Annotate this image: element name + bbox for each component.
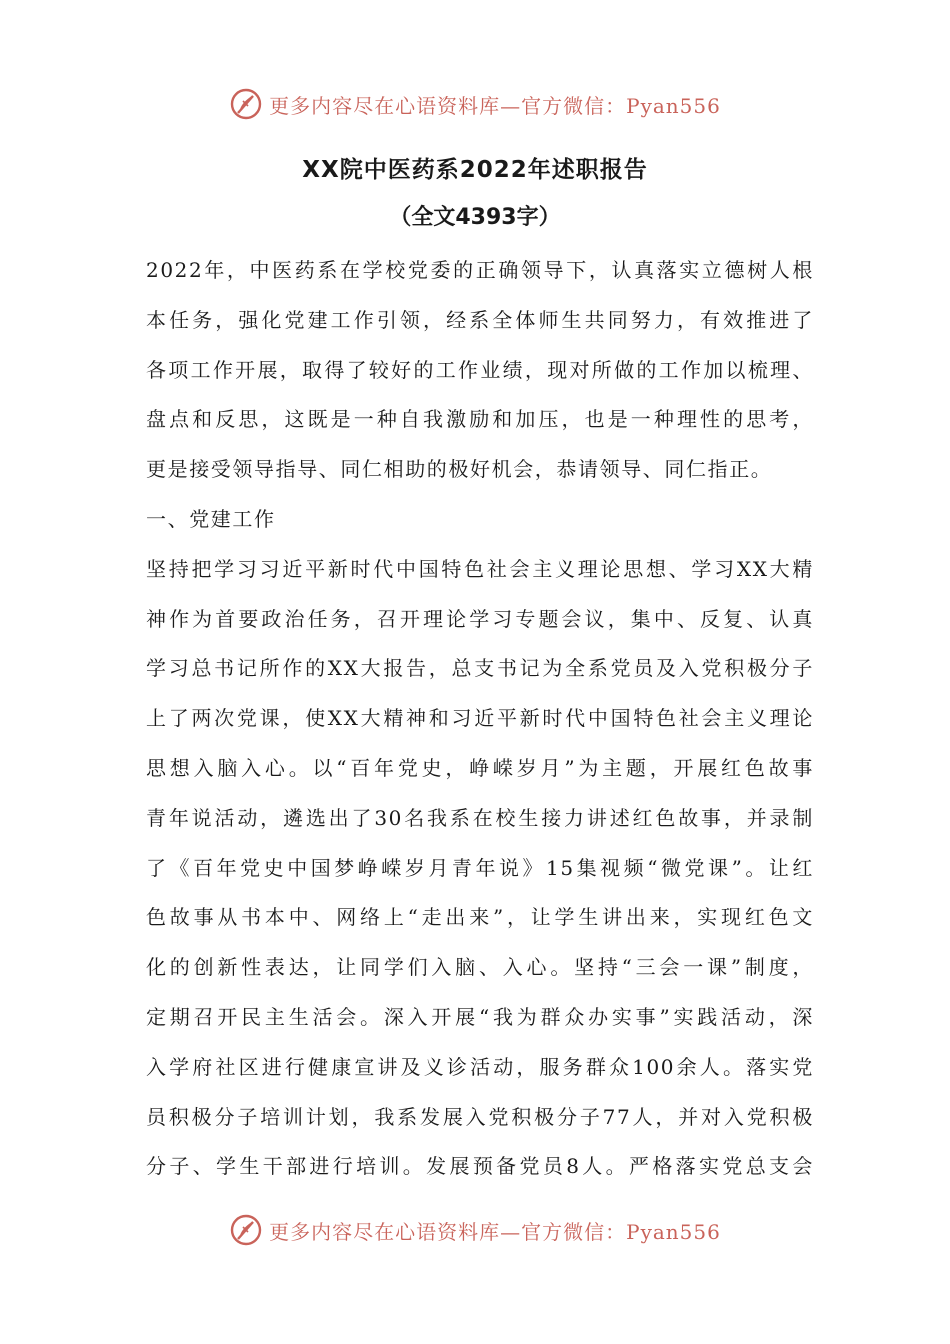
watermark-text: 更多内容尽在心语资料库—官方微信：Pyan556	[269, 93, 721, 118]
watermark-banner-bottom	[0, 1208, 950, 1252]
body-line: 色故事从书本中、网络上“走出来”，让学生讲出来，实现红色文	[146, 905, 814, 930]
body-line: 坚持把学习习近平新时代中国特色社会主义理论思想、学习XX大精	[146, 556, 814, 581]
body-line: 更是接受领导指导、同仁相助的极好机会，恭请领导、同仁指正。	[146, 457, 773, 482]
body-line: 员积极分子培训计划，我系发展入党积极分子77人，并对入党积极	[146, 1104, 814, 1129]
document-body	[146, 246, 814, 1192]
watermark-banner-top	[0, 82, 950, 126]
body-line: 上了两次党课，使XX大精神和习近平新时代中国特色社会主义理论	[146, 706, 814, 731]
document-subtitle: （全文4393字）	[389, 205, 561, 230]
body-line: 青年说活动，遴选出了30名我系在校生接力讲述红色故事，并录制	[146, 805, 814, 830]
body-line: 分子、学生干部进行培训。发展预备党员8人。严格落实党总支会	[146, 1154, 814, 1179]
body-line: 2022年，中医药系在学校党委的正确领导下，认真落实立德树人根	[146, 258, 814, 282]
body-line: 神作为首要政治任务，召开理论学习专题会议，集中、反复、认真	[146, 606, 814, 631]
feather-pen-icon	[229, 1213, 263, 1247]
body-line: 本任务，强化党建工作引领，经系全体师生共同努力，有效推进了	[146, 307, 814, 332]
body-line: 了《百年党史中国梦峥嵘岁月青年说》15集视频“微党课”。让红	[146, 855, 814, 880]
body-line: 化的创新性表达，让同学们入脑、入心。坚持“三会一课”制度，	[146, 955, 814, 980]
document-title: XX院中医药系2022年述职报告	[302, 157, 648, 183]
body-line: 各项工作开展，取得了较好的工作业绩，现对所做的工作加以梳理、	[146, 357, 814, 382]
body-line: 思想入脑入心。以“百年党史，峥嵘岁月”为主题，开展红色故事	[146, 755, 814, 780]
body-line: 学习总书记所作的XX大报告，总支书记为全系党员及入党积极分子	[146, 656, 814, 681]
watermark-text: 更多内容尽在心语资料库—官方微信：Pyan556	[269, 1219, 721, 1244]
body-line: 定期召开民主生活会。深入开展“我为群众办实事”实践活动，深	[146, 1004, 814, 1029]
body-line: 盘点和反思，这既是一种自我激励和加压，也是一种理性的思考，	[146, 407, 814, 432]
feather-pen-icon	[229, 87, 263, 121]
body-line: 入学府社区进行健康宣讲及义诊活动，服务群众100余人。落实党	[146, 1054, 814, 1079]
section-heading: 一、党建工作	[146, 506, 276, 531]
